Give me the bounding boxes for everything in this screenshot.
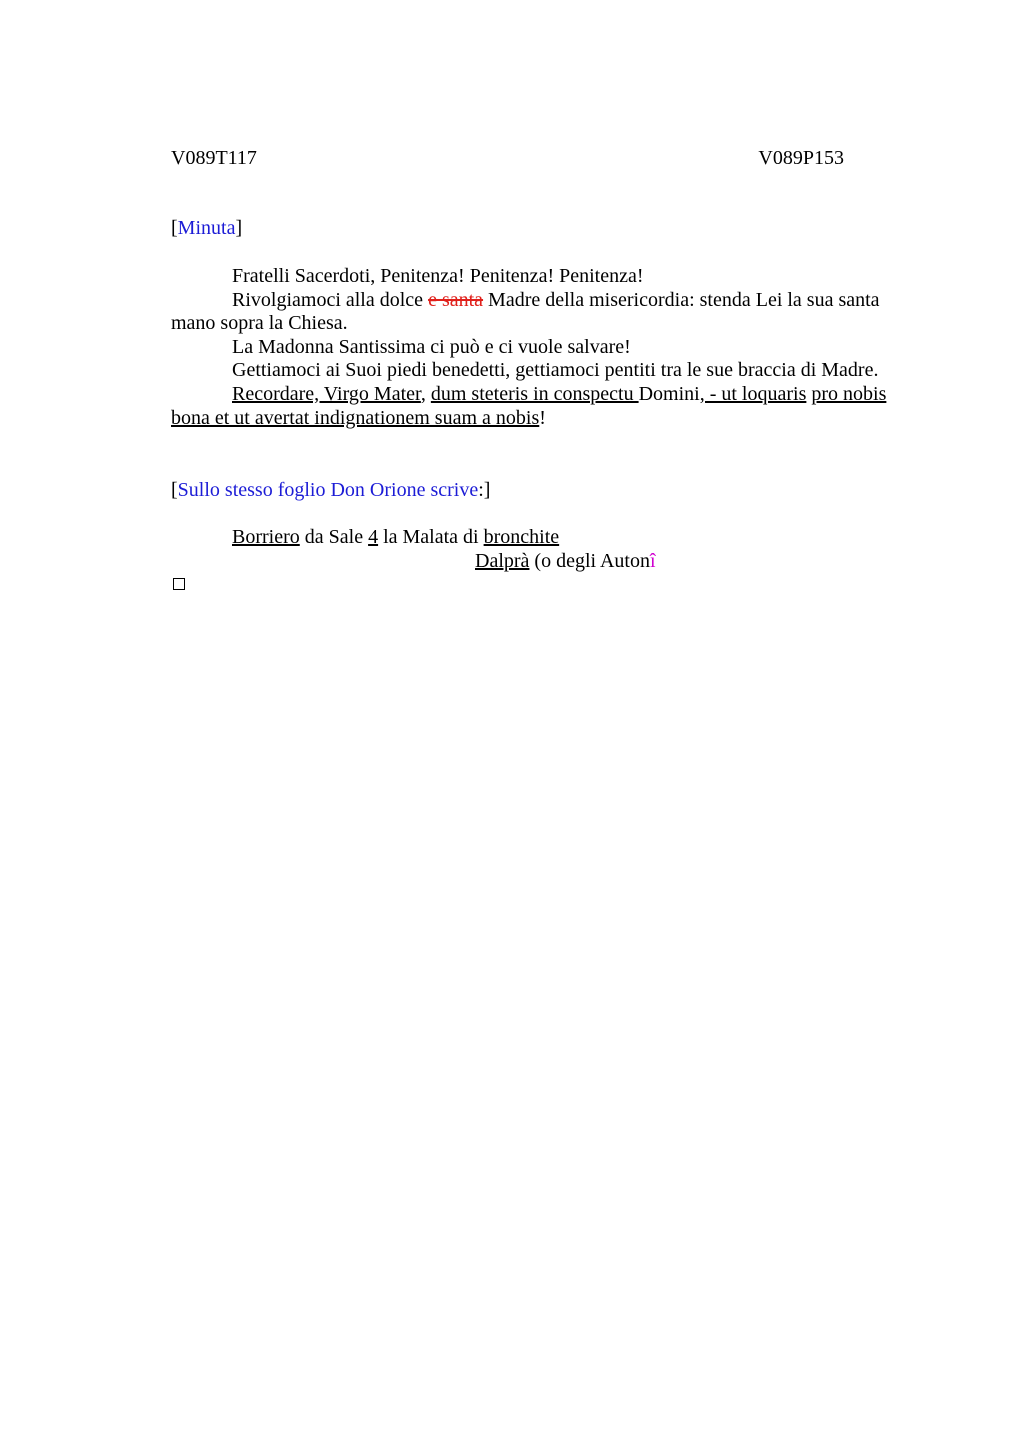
bracket-open: [ — [171, 217, 178, 239]
note-illness: bronchite — [483, 526, 560, 548]
note-line-1 — [171, 526, 917, 550]
bracket-close: ] — [235, 217, 243, 239]
paragraph-4: Gettiamoci ai Suoi piedi benedetti, gettiamoci pentiti tra le sue braccia di Madre. — [232, 359, 879, 382]
note-text-1: da Sale — [299, 526, 369, 548]
paragraph-1: Fratelli Sacerdoti, Penitenza! Penitenza! Penitenza! — [232, 265, 644, 287]
page-header — [171, 147, 844, 171]
note-name-2: Dalprà — [475, 549, 530, 572]
paragraph-2 — [171, 289, 917, 336]
paragraph-5 — [171, 383, 917, 430]
note-number: 4 — [368, 526, 379, 548]
latin-underlined-1: Recordare, Virgo Mater — [232, 382, 421, 405]
latin-text-1: , — [420, 382, 431, 405]
bracket-open: [ — [171, 479, 178, 501]
uncertain-char: î — [649, 549, 656, 572]
note-text-3: (o degli Auton — [529, 549, 650, 572]
paragraph-2-before: Rivolgiamoci alla dolce — [232, 288, 429, 311]
bracket-close: :] — [478, 479, 491, 501]
note-line-2 — [171, 550, 917, 574]
latin-text-4: ! — [539, 406, 546, 429]
page-code: V089P153 — [758, 147, 844, 169]
document-code: V089T117 — [171, 147, 257, 169]
section-title: Sullo stesso foglio Don Orione scrive — [177, 479, 479, 501]
paragraph-3: La Madonna Santissima ci può e ci vuole salvare! — [232, 335, 631, 358]
section-heading-note — [171, 479, 917, 503]
latin-underlined-2: dum steteris in conspectu — [430, 382, 639, 405]
latin-underlined-4: pro nobis bona et ut avertat indignationem suam a nobis — [171, 382, 887, 429]
paragraph-2-after: Madre della misericordia: stenda Lei la sua santa mano sopra la Chiesa. — [171, 288, 880, 335]
section-heading-minuta — [171, 217, 917, 241]
deleted-text: e santa — [428, 288, 484, 311]
end-marker-square-icon — [173, 578, 185, 590]
note-text-2: la Malata di — [378, 526, 484, 548]
latin-text-2: Domini — [638, 382, 700, 405]
minuta-text — [171, 265, 917, 430]
note-text — [171, 526, 917, 573]
section-title: Minuta — [177, 217, 236, 239]
note-name: Borriero — [232, 526, 300, 548]
latin-underlined-3: , - ut loquaris — [699, 382, 807, 405]
